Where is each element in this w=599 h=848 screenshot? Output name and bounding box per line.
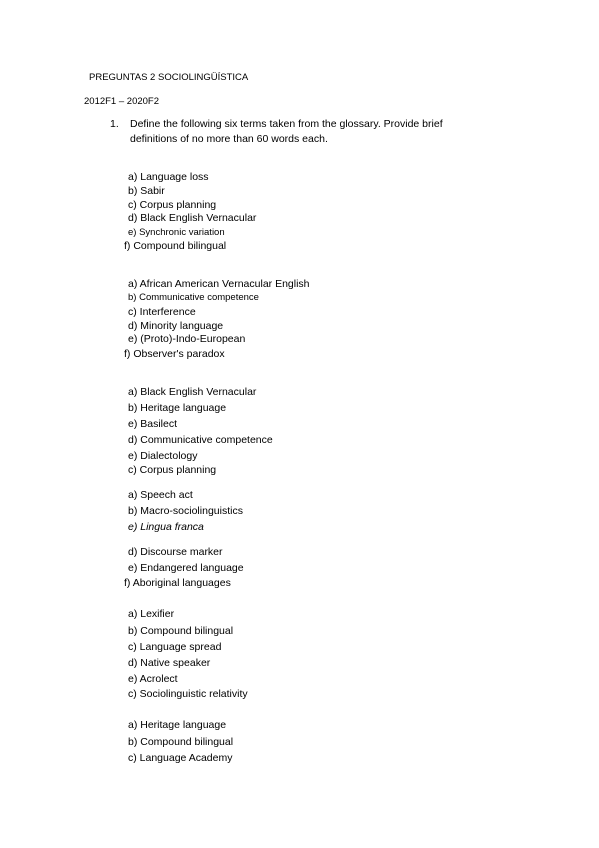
term-item: c) Sociolinguistic relativity — [128, 688, 248, 700]
term-item: a) Language loss — [128, 171, 209, 183]
exam-range: 2012F1 – 2020F2 — [84, 96, 160, 107]
term-item: e) Basilect — [128, 418, 178, 430]
question-text-line2: definitions of no more than 60 words each. — [130, 133, 328, 145]
term-item: e) Acrolect — [128, 673, 178, 685]
term-item: c) Corpus planning — [128, 199, 217, 211]
document-title: PREGUNTAS 2 SOCIOLINGÜÍSTICA — [89, 72, 249, 83]
term-item: b) Heritage language — [128, 402, 227, 414]
term-item: e) Lingua franca — [128, 521, 204, 533]
term-item: a) Heritage language — [128, 719, 227, 731]
term-item: d) Discourse marker — [128, 546, 223, 558]
term-item: b) Macro-sociolinguistics — [128, 505, 243, 517]
term-item: c) Language spread — [128, 641, 222, 653]
term-item: d) Minority language — [128, 320, 224, 332]
term-item: b) Communicative competence — [128, 292, 259, 303]
term-item: d) Black English Vernacular — [128, 212, 257, 224]
term-item: f) Compound bilingual — [124, 240, 227, 252]
term-item: c) Language Academy — [128, 752, 233, 764]
term-item: a) Speech act — [128, 489, 193, 501]
term-item: a) Lexifier — [128, 608, 175, 620]
term-item: a) African American Vernacular English — [128, 278, 310, 290]
term-item: c) Corpus planning — [128, 464, 217, 476]
term-item: f) Aboriginal languages — [124, 577, 231, 589]
question-number: 1. — [110, 118, 119, 130]
term-item: b) Compound bilingual — [128, 736, 234, 748]
term-item: e) Endangered language — [128, 562, 244, 574]
question-text-line1: Define the following six terms taken from the glossary. Provide brief — [130, 118, 443, 130]
term-item: e) Synchronic variation — [128, 227, 225, 238]
term-item: a) Black English Vernacular — [128, 386, 257, 398]
term-item: e) (Proto)-Indo-European — [128, 333, 246, 345]
term-item: d) Communicative competence — [128, 434, 273, 446]
term-item: f) Observer's paradox — [124, 348, 225, 360]
term-item: c) Interference — [128, 306, 196, 318]
term-item: b) Sabir — [128, 185, 165, 197]
term-item: d) Native speaker — [128, 657, 211, 669]
term-item: e) Dialectology — [128, 450, 198, 462]
term-item: b) Compound bilingual — [128, 625, 234, 637]
